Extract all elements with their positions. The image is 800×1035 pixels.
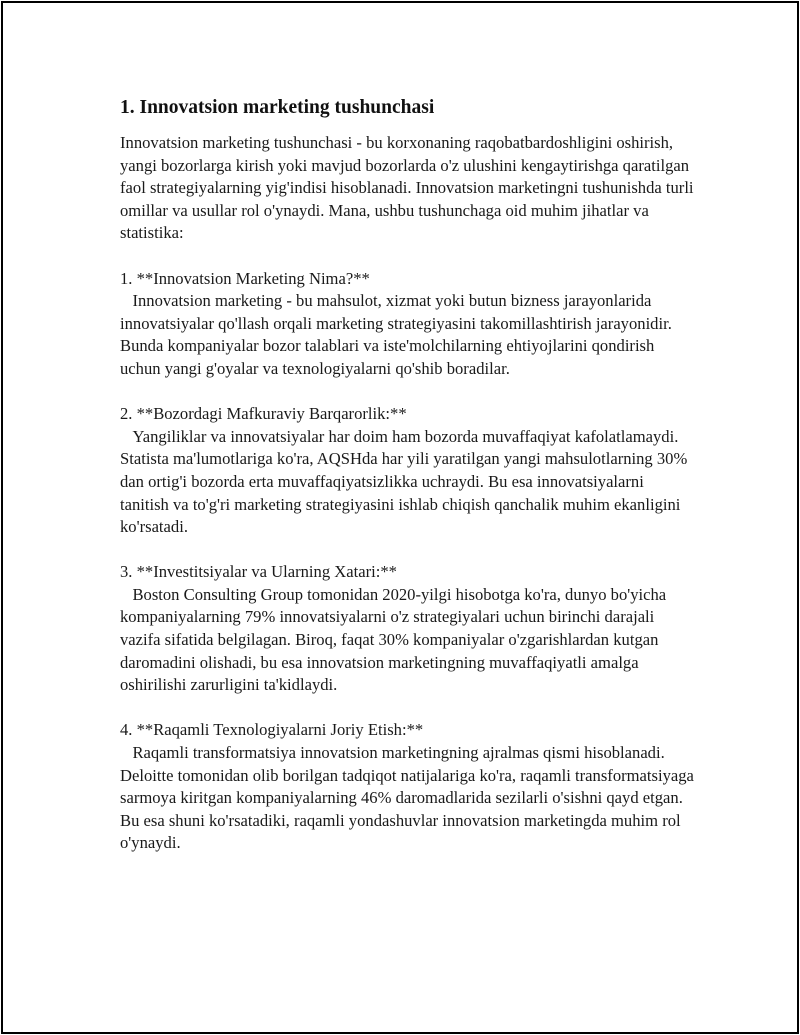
section-1 bbox=[120, 268, 695, 381]
section-heading: 3. **Investitsiyalar va Ularning Xatari:** bbox=[120, 562, 397, 582]
section-3 bbox=[120, 561, 695, 697]
section-heading: 1. **Innovatsion Marketing Nima?** bbox=[120, 268, 370, 288]
intro-paragraph: Innovatsion marketing tushunchasi - bu korxonaning raqobatbardoshligini oshirish, yangi bozorlarga kirish yoki mavjud bozorlarda o'z ulushini kengaytirishga qaratilgan faol strategiyalarning yig'indisi hisoblanadi. Innovatsion marketingni tushunishda turli omillar va usullar rol o'ynaydi. Mana, ushbu tushunchaga oid muhim jihatlar va statistika: bbox=[120, 133, 698, 243]
section-4 bbox=[120, 719, 699, 855]
section-heading: 2. **Bozordagi Mafkuraviy Barqarorlik:** bbox=[120, 404, 407, 424]
section-2 bbox=[120, 403, 695, 539]
section-body: Yangiliklar va innovatsiyalar har doim ham bozorda muvaffaqiyat kafolatlamaydi. Statista ma'lumotlariga ko'ra, AQSHda har yili yaratilgan yangi mahsulotlarning 30% dan ortig'i bozorda erta muvaffaqiyatsizlikka uchraydi. Bu esa innovatsiyalarni tanitish va to'g'ri marketing strategiyasini ishlab chiqish qanchalik muhim ekanligini ko'rsatadi. bbox=[120, 426, 692, 537]
section-heading: 4. **Raqamli Texnologiyalarni Joriy Etish:** bbox=[120, 720, 424, 740]
section-body: Raqamli transformatsiya innovatsion marketingning ajralmas qismi hisoblanadi. Deloitte tomonidan olib borilgan tadqiqot natijalariga ko'ra, raqamli transformatsiyaga sarmoya kiritgan kompaniyalarning 46% daromadlarida sezilarli o'sishni qayd etgan. Bu esa shuni ko'rsatadiki, raqamli yondashuvlar innovatsion marketingda muhim rol o'ynaydi. bbox=[120, 743, 699, 853]
document-title: 1. Innovatsion marketing tushunchasi bbox=[120, 97, 435, 118]
section-body: Boston Consulting Group tomonidan 2020-yilgi hisobotga ko'ra, dunyo bo'yicha kompaniyalarning 79% innovatsiyalarni o'z strategiyalari uchun birinchi darajali vazifa sifatida belgilagan. Biroq, faqat 30% kompaniyalar o'zgarishlardan kutgan daromadini olishadi, bu esa innovatsion marketingning muvaffaqiyatli amalga oshirilishi zarurligini ta'kidlaydi. bbox=[120, 584, 671, 695]
page-frame bbox=[1, 1, 799, 1034]
document-content bbox=[120, 95, 699, 855]
section-body: Innovatsion marketing - bu mahsulot, xizmat yoki butun bizness jarayonlarida innovatsiyalar qo'llash orqali marketing strategiyasini takomillashtirish jarayonidir. Bunda kompaniyalar bozor talablari va iste'molchilarning ehtiyojlarini qondirish uchun yangi g'oyalar va texnologiyalarni qo'shib boradilar. bbox=[120, 291, 677, 378]
